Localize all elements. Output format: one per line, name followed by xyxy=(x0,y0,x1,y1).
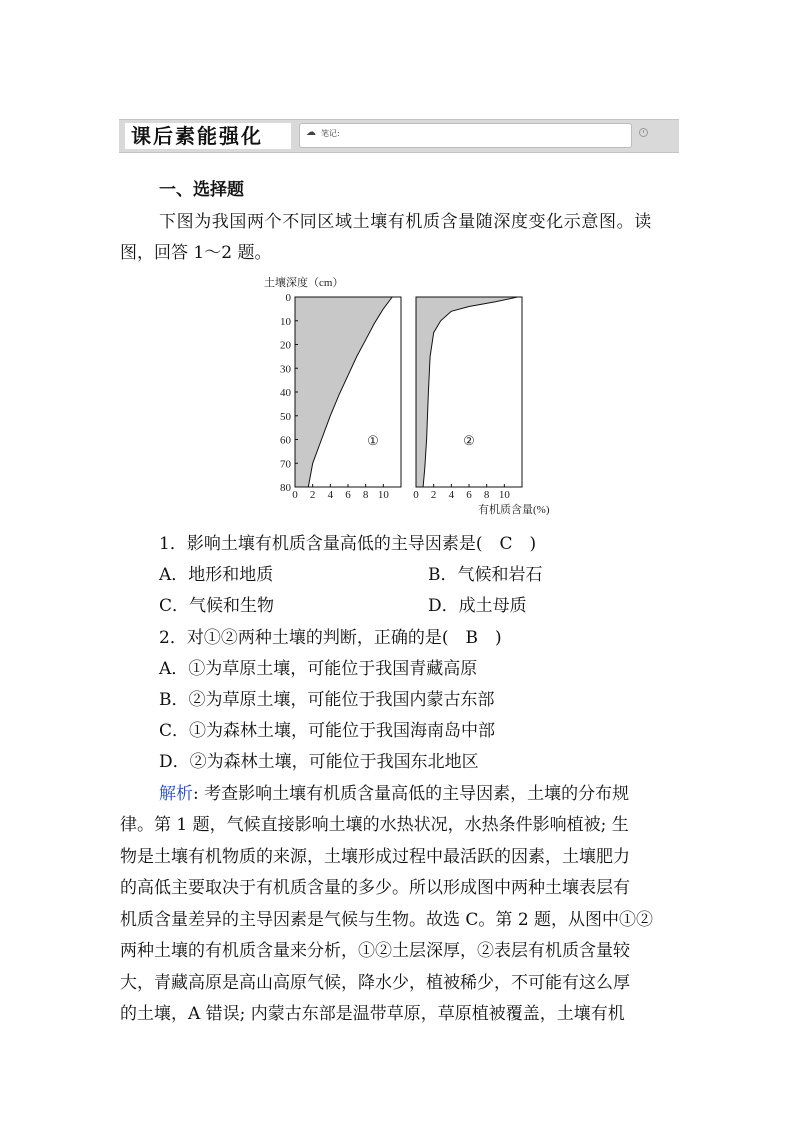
analysis-label: 解析 xyxy=(159,784,193,804)
x-tick-label: 10 xyxy=(377,489,389,501)
notes-label: 笔记: xyxy=(321,129,340,138)
intro-line-1: 下图为我国两个不同区域土壤有机质含量随深度变化示意图。读 xyxy=(159,212,652,232)
x-tick-label: 0 xyxy=(292,489,298,501)
y-tick-label: 70 xyxy=(280,458,291,471)
intro-line-2: 图，回答 1～2 题。 xyxy=(120,243,272,263)
header-banner xyxy=(119,119,679,153)
analysis-line-5: 机质含量差异的主导因素是气候与生物。故选 C。第 2 题，从图中①② xyxy=(120,910,654,930)
analysis-line-6: 两种土壤的有机质含量来分析，①②土层深厚，②表层有机质含量较 xyxy=(120,941,630,961)
y-tick-label: 60 xyxy=(280,434,291,447)
y-tick-label: 50 xyxy=(280,410,291,423)
x-tick-label: 2 xyxy=(309,489,316,501)
analysis-line-7: 大，青藏高原是高山高原气候，降水少，植被稀少，不可能有这么厚 xyxy=(120,973,630,993)
y-tick-label: 40 xyxy=(280,387,291,399)
panel-2-label: ② xyxy=(463,433,475,448)
question-2-stem: 2．对①②两种土壤的判断，正确的是( B ) xyxy=(159,628,502,648)
panel-2-shaded-area xyxy=(416,297,518,487)
y-tick-label: 80 xyxy=(280,482,291,494)
analysis-line-8: 的土壤，A 错误; 内蒙古东部是温带草原，草原植被覆盖，土壤有机 xyxy=(120,1004,625,1024)
question-2-option-a: A．①为草原土壤，可能位于我国青藏高原 xyxy=(159,659,478,679)
analysis-line-4: 的高低主要取决于有机质含量的多少。所以形成图中两种土壤表层有 xyxy=(120,878,630,898)
x-tick-label: 8 xyxy=(362,489,369,501)
question-2-option-d: D．②为森林土壤，可能位于我国东北地区 xyxy=(159,752,479,772)
y-tick-label: 10 xyxy=(280,315,291,328)
x-tick-label: 2 xyxy=(430,489,437,501)
section-heading: 一、选择题 xyxy=(159,180,244,200)
analysis-line-1: : 考查影响土壤有机质含量高低的主导因素，土壤的分布规 xyxy=(193,784,630,804)
analysis-line-2: 律。第 1 题，气候直接影响土壤的水热状况，水热条件影响植被; 生 xyxy=(120,815,629,835)
x-axis-label: 有机质含量(%) xyxy=(478,504,550,516)
question-1-option-d: D．成土母质 xyxy=(428,596,527,616)
clock-icon xyxy=(639,128,648,137)
notes-field[interactable] xyxy=(299,123,632,148)
analysis-line-3: 物是土壤有机物质的来源，土壤形成过程中最活跃的因素，土壤肥力 xyxy=(120,847,630,867)
analysis-first-line xyxy=(159,779,629,811)
question-2-option-c: C．①为森林土壤，可能位于我国海南岛中部 xyxy=(159,721,496,741)
x-tick-label: 4 xyxy=(327,489,334,501)
question-1-option-a: A．地形和地质 xyxy=(159,565,274,585)
question-1-option-c: C．气候和生物 xyxy=(159,596,275,616)
question-1-stem: 1．影响土壤有机质含量高低的主导因素是( C ) xyxy=(159,534,537,554)
section-title: 课后素能强化 xyxy=(125,123,291,149)
panel-1-label: ① xyxy=(367,433,379,448)
cloud-icon: ☁ xyxy=(306,127,316,138)
x-tick-label: 10 xyxy=(498,489,510,501)
x-tick-label: 6 xyxy=(345,489,351,501)
y-tick-label: 0 xyxy=(285,292,291,304)
x-tick-label: 6 xyxy=(466,489,472,501)
y-axis-label: 土壤深度（cm） xyxy=(264,277,344,289)
question-2-option-b: B．②为草原土壤，可能位于我国内蒙古东部 xyxy=(159,690,495,710)
question-1-option-b: B．气候和岩石 xyxy=(428,565,543,585)
x-tick-label: 4 xyxy=(448,489,455,501)
y-tick-label: 30 xyxy=(280,363,291,376)
panel-1-shaded-area xyxy=(295,297,392,487)
x-tick-label: 8 xyxy=(483,489,490,501)
y-tick-label: 20 xyxy=(280,339,291,352)
soil-organic-matter-chart xyxy=(252,270,572,520)
x-tick-label: 0 xyxy=(413,489,419,501)
